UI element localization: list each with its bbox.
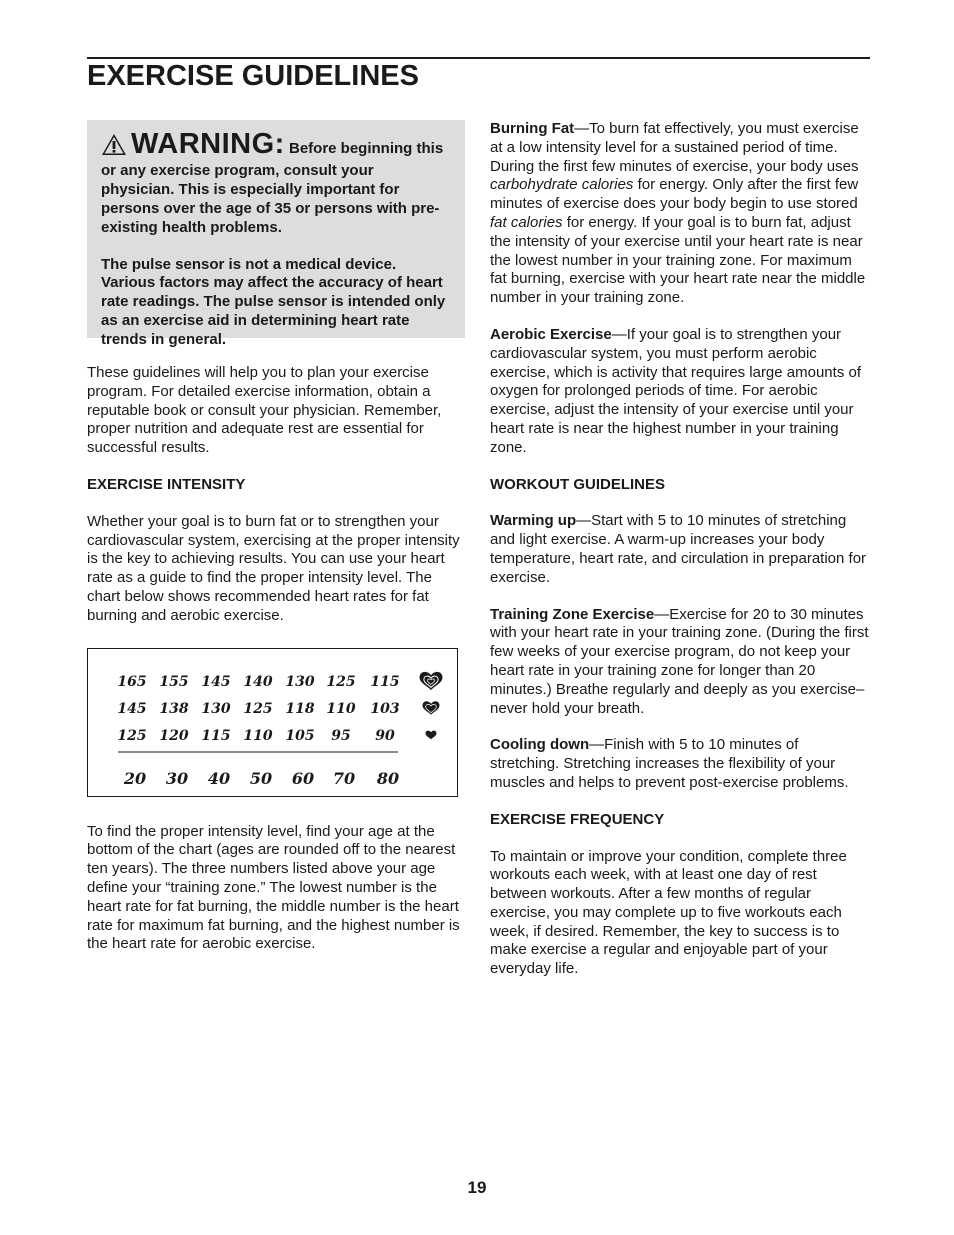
warning-box	[87, 120, 465, 349]
workout-guidelines-heading: WORKOUT GUIDELINES	[490, 475, 665, 493]
exercise-frequency-heading: EXERCISE FREQUENCY	[490, 810, 665, 828]
age-label: 20	[123, 768, 147, 788]
left-column	[87, 120, 465, 954]
cooling-down-paragraph	[490, 736, 870, 792]
aerobic-exercise-term: Aerobic Exercise	[490, 325, 612, 343]
exercise-frequency-paragraph: To maintain or improve your condition, complete three workouts each week, with at least one day of rest between workouts. After a few months of regular exercise, you may complete up to five workouts each week, if desired. Remember, the key to success is to make exercise a regular and enjoyable part of your everyday life.	[490, 847, 847, 978]
cooling-down-term: Cooling down	[490, 736, 590, 754]
heart-rate-value: 115	[370, 673, 400, 690]
heart-rate-value: 125	[326, 673, 356, 690]
warning-lead-paragraph	[101, 128, 447, 238]
intro-paragraph: These guidelines will help you to plan your exercise program. For detailed exercise information, obtain a reputable book or consult your physician. Remember, proper nutrition and adequate rest are essential for successful results.	[87, 364, 442, 457]
heart-rate-value: 130	[201, 700, 231, 717]
warning-triangle-icon	[101, 133, 127, 162]
age-label: 40	[207, 768, 231, 788]
heart-rate-value: 138	[159, 700, 189, 717]
heart-rate-value: 165	[117, 673, 147, 690]
heart-medium-icon	[423, 701, 440, 715]
age-label: 30	[165, 768, 189, 788]
heart-rate-value: 155	[159, 673, 189, 690]
heart-rate-value: 105	[285, 727, 315, 744]
burning-fat-text-1: —To burn fat effectively, you must exercise at a low intensity level for a sustained period of time. During the first few minutes of exercise, your body uses	[490, 120, 859, 175]
cooling-down-text: —Finish with 5 to 10 minutes of stretching. Stretching increases the flexibility of your muscles and helps to prevent post-exercise problems.	[490, 736, 849, 791]
find-intensity-paragraph: To find the proper intensity level, find your age at the bottom of the chart (ages are rounded off to the nearest ten years). The three numbers listed above your age define your “training zone.” The lowest number is the heart rate for fat burning, the middle number is the heart rate for maximum fat burning, and the highest number is the heart rate for aerobic exercise.	[87, 822, 460, 953]
burning-fat-term: Burning Fat	[490, 120, 575, 137]
page-title: EXERCISE GUIDELINES	[87, 60, 419, 92]
training-zone-text: —Exercise for 20 to 30 minutes with your heart rate in your training zone. (During the first few weeks of your exercise program, do not keep your heart rate in your training zone for longer than 20 minutes.) Breathe regularly and deeply as you exercise–never hold your breath.	[490, 605, 869, 717]
warming-up-term: Warming up	[490, 512, 577, 530]
warming-up-text: —Start with 5 to 10 minutes of stretching and light exercise. A warm-up increases your body temperature, heart rate, and circulation in preparation for exercise.	[490, 512, 867, 586]
age-label: 80	[376, 768, 400, 788]
heart-large-icon	[420, 671, 443, 689]
heart-rate-value: 115	[201, 727, 231, 744]
heart-rate-value: 120	[159, 727, 189, 744]
heart-small-icon	[426, 730, 437, 739]
burning-fat-text-2: for energy. Only after the first few minutes of exercise does your body begin to use stored	[490, 176, 859, 213]
heart-rate-chart	[87, 648, 458, 797]
warning-label: WARNING:	[131, 128, 285, 160]
right-column	[490, 120, 870, 979]
carbohydrate-calories-term: carbohydrate calories	[490, 176, 634, 194]
heart-rate-value: 145	[117, 700, 147, 717]
heart-rate-value: 145	[201, 673, 231, 690]
fat-calories-term: fat calories	[490, 213, 563, 231]
pulse-sensor-note: The pulse sensor is not a medical device. Various factors may affect the accuracy of heart rate readings. The pulse sensor is intended only as an exercise aid in determining heart rate trends in general.	[101, 255, 446, 349]
burning-fat-paragraph	[490, 120, 870, 308]
exercise-intensity-heading: EXERCISE INTENSITY	[87, 475, 246, 493]
heart-rate-value: 90	[375, 727, 395, 744]
heart-rate-value: 110	[326, 700, 356, 717]
training-zone-paragraph	[490, 606, 870, 719]
title-rule	[87, 57, 870, 59]
age-label: 60	[291, 768, 315, 788]
aerobic-exercise-text: —If your goal is to strengthen your cardiovascular system, you must perform aerobic exercise, which is activity that requires large amounts of oxygen for prolonged periods of time. For aerobic exercise, adjust the intensity of your exercise until your heart rate is near the highest number in your training zone.	[490, 325, 861, 456]
heart-rate-value: 130	[285, 673, 315, 690]
training-zone-term: Training Zone Exercise	[490, 605, 655, 623]
exercise-intensity-paragraph: Whether your goal is to burn fat or to strengthen your cardiovascular system, exercising at the proper intensity is the key to achieving results. You can use your heart rate as a guide to find the proper intensity level. The chart below shows recommended heart rates for fat burning and aerobic exercise.	[87, 512, 460, 624]
warning-lead-text: Before beginning this or any exercise program, consult your physician. This is especially important for persons over the age of 35 or persons with pre-existing health problems.	[101, 140, 444, 236]
burning-fat-text-3: for energy. If your goal is to burn fat, adjust the intensity of your exercise until your heart rate is near the lowest number in your training zone. For maximum fat burning, exercise with your heart rate near the middle number in your training zone.	[490, 213, 866, 307]
heart-rate-value: 95	[331, 727, 351, 744]
heart-rate-value: 125	[243, 700, 273, 717]
aerobic-exercise-paragraph	[490, 326, 870, 458]
heart-rate-value: 110	[243, 727, 273, 744]
page-number: 19	[467, 1178, 487, 1197]
heart-rate-value: 140	[243, 673, 273, 690]
heart-rate-chart-svg	[88, 649, 459, 798]
heart-rate-value: 103	[370, 700, 400, 717]
age-label: 70	[332, 768, 356, 788]
warming-up-paragraph	[490, 512, 870, 587]
age-label: 50	[249, 768, 273, 788]
heart-rate-value: 118	[285, 700, 315, 717]
heart-rate-value: 125	[117, 727, 147, 744]
